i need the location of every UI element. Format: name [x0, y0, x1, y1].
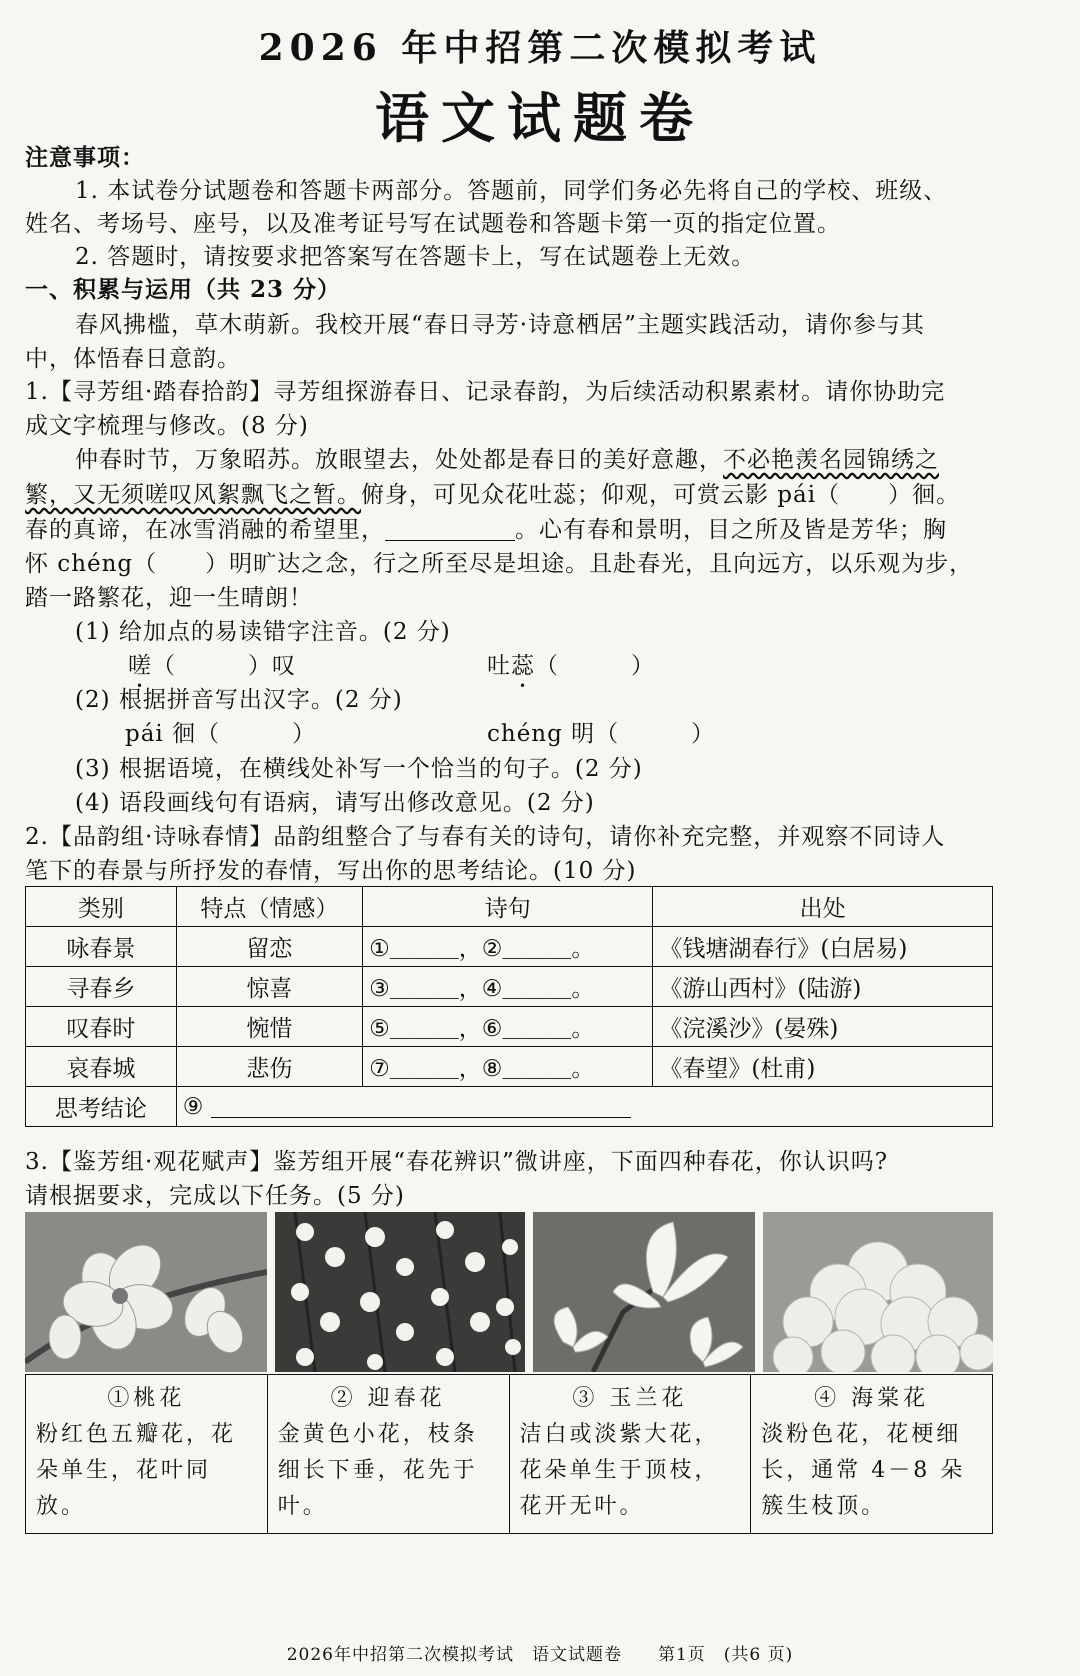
q1-sub-2-item-b: chéng 明（ ） [487, 721, 716, 747]
flower-name: ③ 玉兰花 [572, 1386, 688, 1411]
flower-cell [509, 1375, 751, 1534]
winter-jasmine-photo [275, 1212, 525, 1372]
flower-desc: 金黄色小花，枝条细长下垂，花先于叶。 [277, 1422, 478, 1519]
q1-sub-2: (2) 根据拼音写出汉字。(2 分) [75, 687, 403, 713]
source-cell: 《游山西村》(陆游) [653, 967, 993, 1007]
q1-passage-line-4: 怀 chéng（ ）明旷达之念，行之所至尽是坦途。且赴春光，且向远方，以乐观为步， [25, 551, 974, 577]
feature-cell: 惋惜 [176, 1007, 362, 1047]
q3-stem-line-1: 3.【鉴芳组·观花赋声】鉴芳组开展“春花辨识”微讲座，下面四种春花，你认识吗? [25, 1149, 889, 1175]
section-1-heading: 一、积累与运用（共 23 分） [25, 276, 342, 303]
notice-heading: 注意事项： [25, 144, 145, 171]
flower-name: ①桃花 [107, 1386, 186, 1411]
q1-sub-1: (1) 给加点的易读错字注音。(2 分) [75, 619, 451, 645]
category-cell: 寻春乡 [26, 967, 177, 1007]
q1-passage-line-2 [25, 476, 960, 509]
feature-cell: 悲伤 [176, 1047, 362, 1087]
underlined-sentence: 繁，又无须嗟叹风絮飘飞之暂。 [25, 482, 361, 508]
header-cell: 诗句 [363, 887, 653, 927]
flower-desc: 粉红色五瓣花，花朵单生，花叶同放。 [36, 1422, 237, 1519]
dotted-char: 蕊 [511, 653, 535, 679]
conclusion-label: 思考结论 [26, 1087, 177, 1127]
verse-blank-cell[interactable]: ⑦＿＿＿，⑧＿＿＿。 [363, 1047, 653, 1087]
blank-mark: ⑦ [369, 1056, 390, 1082]
notice-item-2: 2. 答题时，请按要求把答案写在答题卡上，写在试题卷上无效。 [75, 244, 756, 270]
magnolia-photo [533, 1212, 755, 1372]
source-cell: 《钱塘湖春行》(白居易) [653, 927, 993, 967]
q1-stem-line-2: 成文字梳理与修改。(8 分) [25, 413, 309, 439]
plain-char: 吐 [487, 653, 511, 679]
source-cell: 《春望》(杜甫) [653, 1047, 993, 1087]
blank-mark: ⑧ [481, 1056, 503, 1082]
q1-passage-line-5: 踏一路繁花，迎一生晴朗！ [25, 585, 313, 611]
table-row [26, 967, 993, 1007]
flower-photos [25, 1212, 993, 1372]
q1-passage-line-3 [25, 511, 947, 544]
blank-mark: ① [369, 936, 390, 962]
q2-stem-line-1: 2.【品韵组·诗咏春情】品韵组整合了与春有关的诗句，请你补充完整，并观察不同诗人 [25, 824, 946, 850]
header-cell: 特点（情感） [176, 887, 362, 927]
answer-parens: （ ） [535, 653, 655, 679]
flower-row [26, 1375, 993, 1534]
dotted-char: 嗟 [128, 653, 152, 679]
blank-mark: ⑥ [481, 1016, 503, 1042]
blank-mark: ⑨ [182, 1093, 204, 1120]
feature-cell: 惊喜 [176, 967, 362, 1007]
blank-mark: ④ [481, 976, 503, 1002]
paper-subtitle: 语文试题卷 [375, 86, 705, 150]
table-row [26, 1007, 993, 1047]
table-row [26, 927, 993, 967]
passage-text: 春的真谛，在冰雪消融的希望里， [25, 517, 385, 543]
verse-blank-cell[interactable]: ③＿＿＿，④＿＿＿。 [363, 967, 653, 1007]
conclusion-line[interactable] [211, 1097, 631, 1118]
section-1-intro-line-2: 中，体悟春日意韵。 [25, 346, 241, 372]
q2-stem-line-2: 笔下的春景与所抒发的春情，写出你的思考结论。(10 分) [25, 858, 637, 884]
passage-text: 俯身，可见众花吐蕊；仰观，可赏云影 pái（ ）徊。 [361, 482, 961, 508]
flower-name: ② 迎春花 [330, 1386, 446, 1411]
q1-sub-2-item-a: pái 徊（ ） [125, 721, 317, 747]
category-cell: 咏春景 [26, 927, 177, 967]
q1-sub-4: (4) 语段画线句有语病，请写出修改意见。(2 分) [75, 790, 595, 816]
verse-blank-cell[interactable]: ①＿＿＿，②＿＿＿。 [363, 927, 653, 967]
notice-item-1-line-1: 1. 本试卷分试题卷和答题卡两部分。答题前，同学们务必先将自己的学校、班级、 [75, 178, 948, 204]
passage-text: 。心有春和景明，目之所及皆是芳华；胸 [515, 517, 947, 543]
category-cell: 哀春城 [26, 1047, 177, 1087]
category-cell: 叹春时 [26, 1007, 177, 1047]
page-footer: 2026年中招第二次模拟考试 语文试题卷 第1页 (共6 页) [286, 1645, 794, 1665]
feature-cell: 留恋 [176, 927, 362, 967]
blank-mark: ③ [369, 976, 390, 1002]
conclusion-blank-cell[interactable] [176, 1087, 992, 1127]
verse-blank-cell[interactable]: ⑤＿＿＿，⑥＿＿＿。 [363, 1007, 653, 1047]
flower-desc: 洁白或淡紫大花，花朵单生于顶枝，花开无叶。 [519, 1422, 720, 1519]
flower-cell [267, 1375, 509, 1534]
flower-name: ④ 海棠花 [814, 1386, 930, 1411]
table-header-row [26, 887, 993, 927]
header-cell: 出处 [653, 887, 993, 927]
conclusion-row [26, 1087, 993, 1127]
blank-mark: ② [481, 936, 503, 962]
header-cell: 类别 [26, 887, 177, 927]
exam-title: 2026 年中招第二次模拟考试 [258, 27, 822, 69]
q3-stem-line-2: 请根据要求，完成以下任务。(5 分) [25, 1183, 405, 1209]
blank-mark: ⑤ [369, 1016, 390, 1042]
source-cell: 《浣溪沙》(晏殊) [653, 1007, 993, 1047]
q1-stem-line-1: 1.【寻芳组·踏春拾韵】寻芳组探游春日、记录春韵，为后续活动积累素材。请你协助完 [25, 379, 946, 405]
table-row [26, 1047, 993, 1087]
notice-item-1-line-2: 姓名、考场号、座号，以及准考证号写在试题卷和答题卡第一页的指定位置。 [25, 211, 841, 237]
flower-cell [26, 1375, 268, 1534]
q1-sub-1-item-b [487, 647, 655, 680]
passage-text: 仲春时节，万象昭苏。放眼望去，处处都是春日的美好意趣， [75, 447, 723, 473]
flower-table [25, 1374, 993, 1534]
answer-parens: （ ）叹 [152, 653, 296, 679]
underlined-sentence: 不必艳羡名园锦绣之 [723, 447, 939, 473]
flower-desc: 淡粉色花，花梗细长，通常 4－8 朵簇生枝顶。 [761, 1422, 966, 1519]
q1-passage-line-1 [75, 441, 939, 474]
fill-in-blank[interactable] [385, 520, 515, 541]
crabapple-photo [763, 1212, 993, 1372]
poem-table [25, 886, 993, 1127]
flower-cell [751, 1375, 993, 1534]
peach-blossom-photo [25, 1212, 267, 1372]
q1-sub-1-item-a [128, 647, 296, 680]
section-1-intro-line-1: 春风拂槛，草木萌新。我校开展“春日寻芳·诗意栖居”主题实践活动，请你参与其 [75, 312, 925, 338]
q1-sub-3: (3) 根据语境，在横线处补写一个恰当的句子。(2 分) [75, 756, 643, 782]
